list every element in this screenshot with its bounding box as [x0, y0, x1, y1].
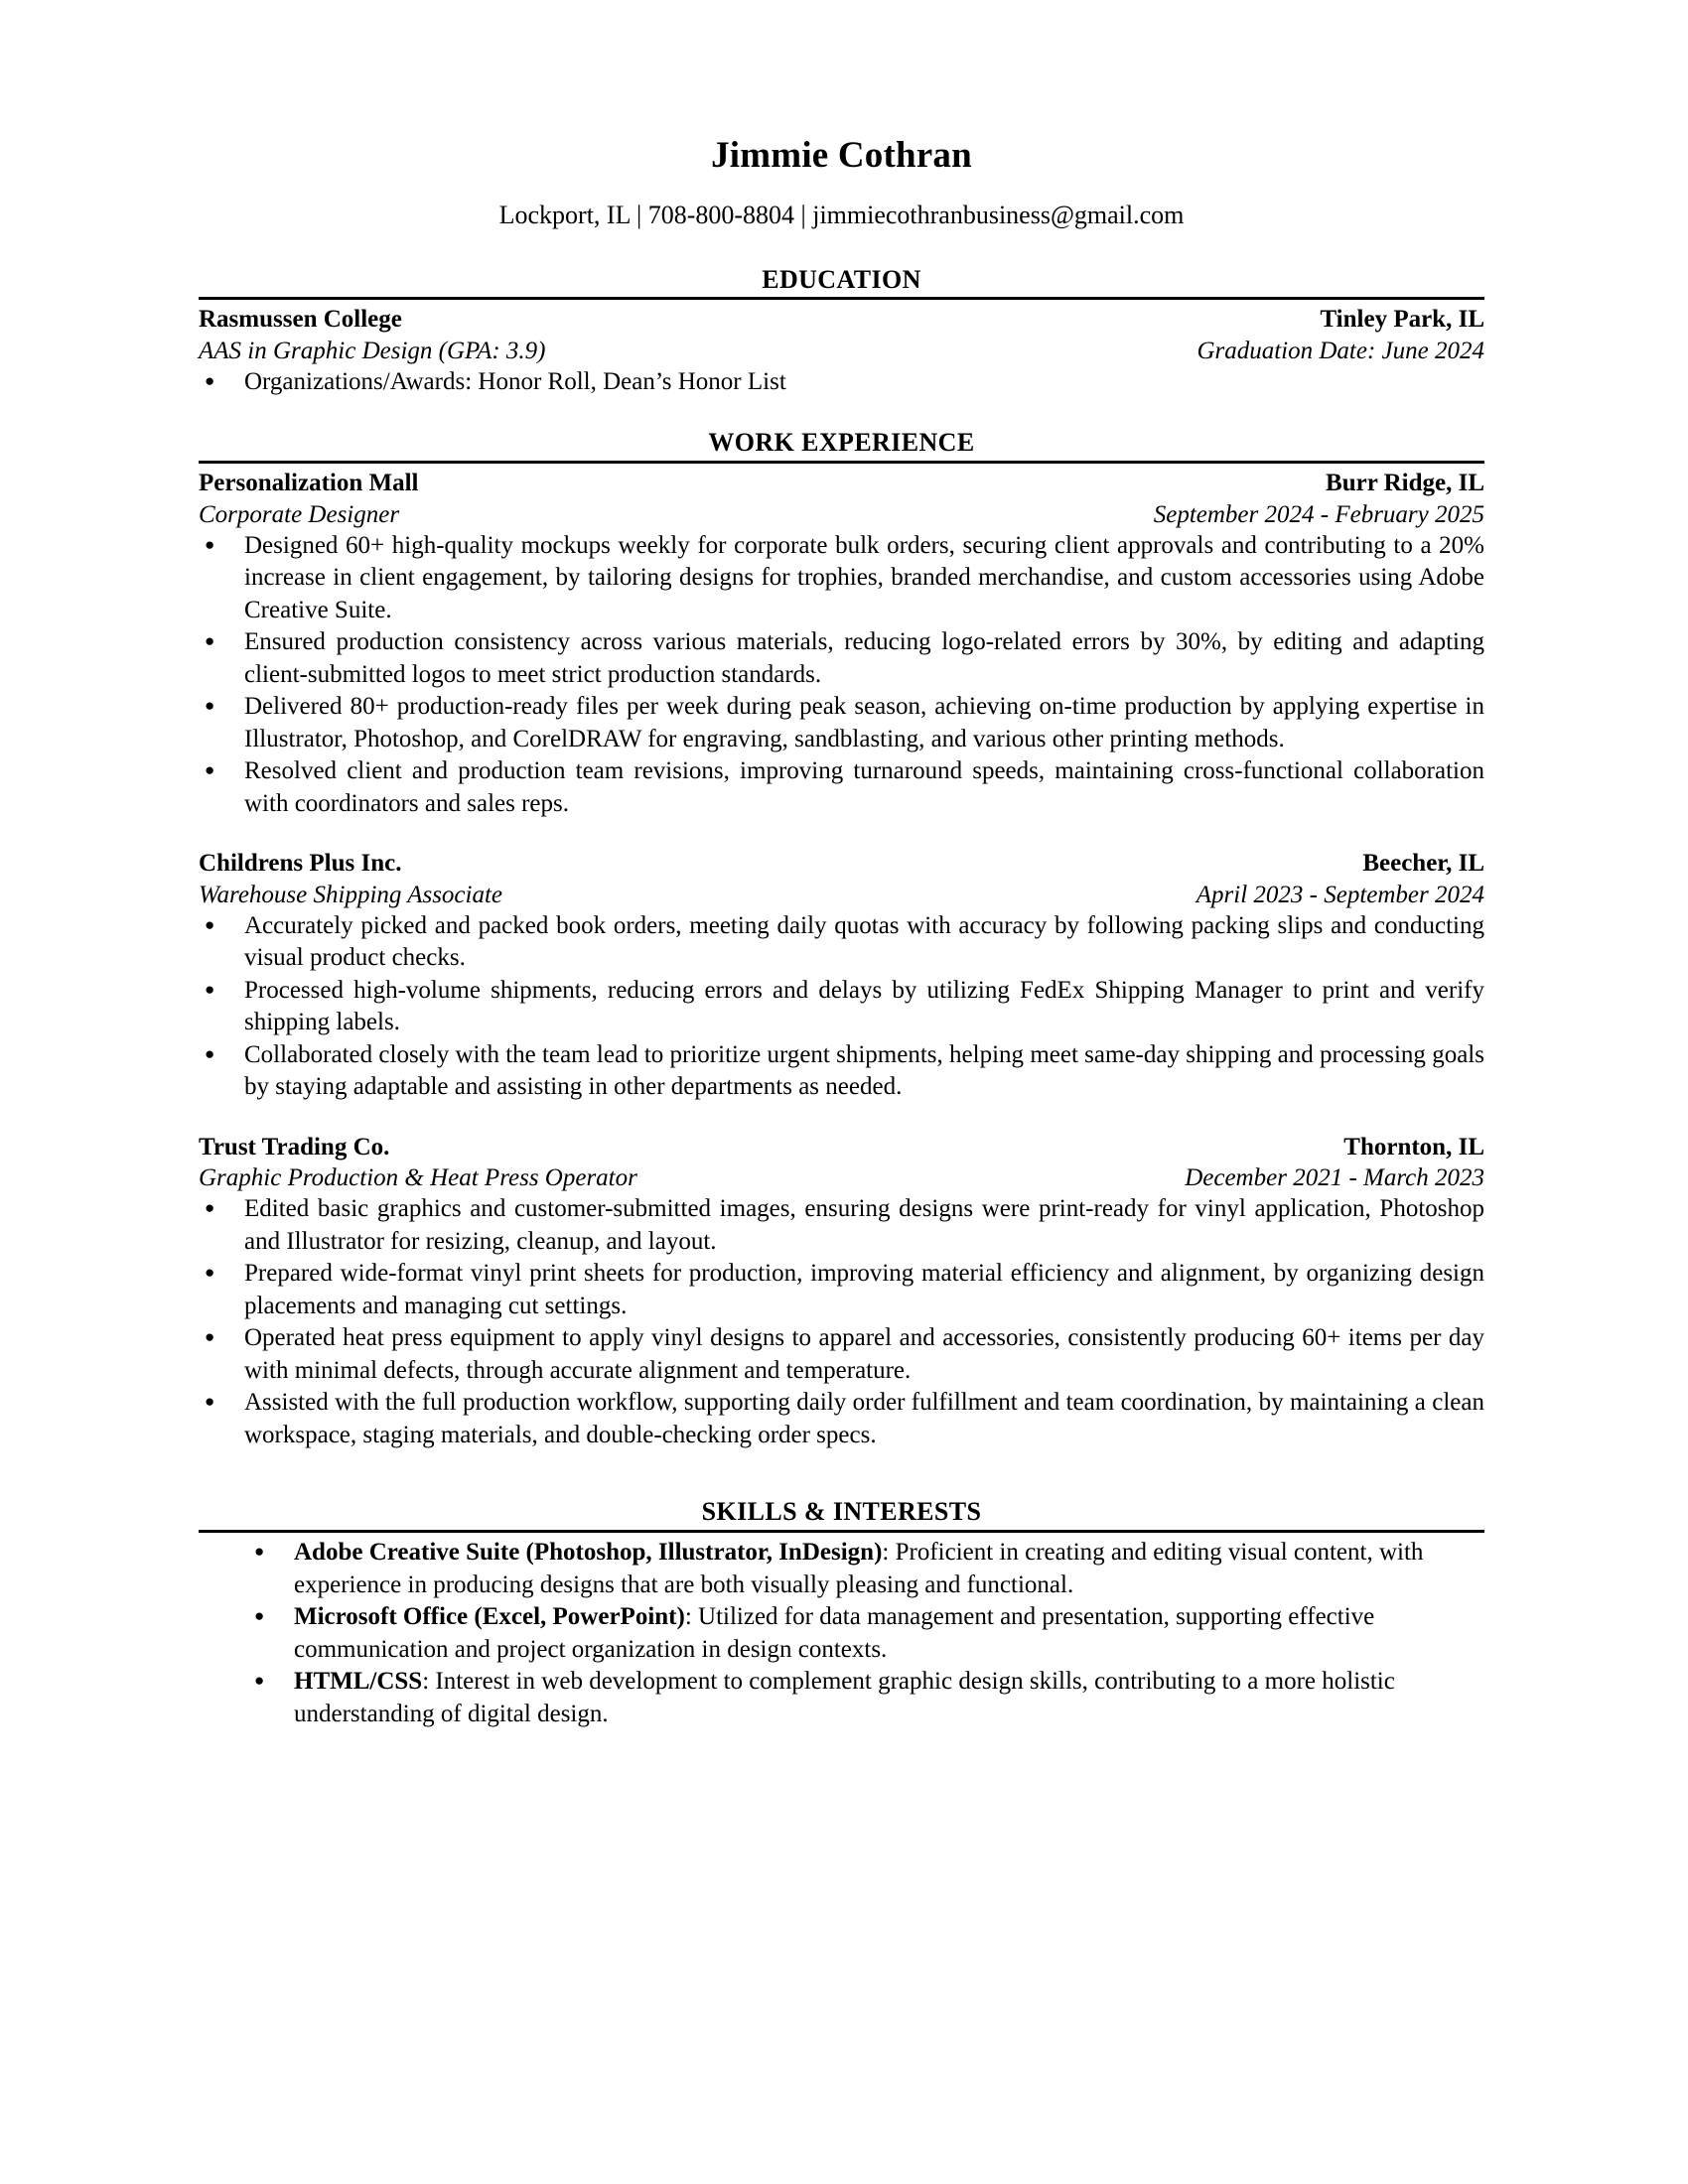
work-section-title: WORK EXPERIENCE	[708, 428, 975, 458]
skill-label: Adobe Creative Suite (Photoshop, Illustrator, InDesign)	[294, 1539, 883, 1567]
skill-label: Microsoft Office (Excel, PowerPoint)	[294, 1603, 685, 1631]
skill-description: : Proficient in creating and editing visual content, with experience in producing designs that are both visually pleasing and functional.	[294, 1539, 1424, 1598]
work-title-row	[199, 1162, 1484, 1193]
list-item: ● Accurately picked and packed book orders, meeting daily quotas with accuracy by following packing slips and conducting visual product checks.	[199, 910, 1484, 975]
work-entry	[199, 468, 1484, 820]
work-location: Beecher, IL	[1362, 850, 1484, 878]
work-job-title: Warehouse Shipping Associate	[199, 881, 503, 908]
work-company: Childrens Plus Inc.	[199, 850, 402, 878]
list-item	[248, 1601, 1484, 1666]
section-divider	[199, 461, 1484, 464]
list-item	[248, 1666, 1484, 1730]
list-item: ● Designed 60+ high-quality mockups weekly for corporate bulk orders, securing client approvals and contributing to a 20% increase in client engagement, by tailoring designs for trophies, branded merchandise, and custom accessories using Adobe Creative Suite.	[199, 530, 1484, 627]
work-company: Trust Trading Co.	[199, 1133, 390, 1160]
work-company-row	[199, 468, 1484, 498]
education-school-row	[199, 304, 1484, 335]
education-section	[199, 265, 1484, 399]
section-divider	[199, 297, 1484, 300]
list-item: ● Prepared wide-format vinyl print sheets for production, improving material efficiency and alignment, by organizing design placements and managing cut settings.	[199, 1258, 1484, 1322]
work-dates: April 2023 - September 2024	[1196, 881, 1484, 908]
work-bullet-list	[199, 1193, 1484, 1451]
work-bullet-list	[199, 910, 1484, 1104]
list-item: ● Processed high-volume shipments, reducing errors and delays by utilizing FedEx Shipping Manager to print and verify shipping labels.	[199, 975, 1484, 1039]
list-item: ● Ensured production consistency across various materials, reducing logo-related errors by 30%, by editing and adapting client-submitted logos to meet strict production standards.	[199, 626, 1484, 691]
work-entry	[199, 1132, 1484, 1452]
skill-description: : Utilized for data management and presentation, supporting effective communication and project organization in design contexts.	[294, 1603, 1375, 1663]
list-item: ● Delivered 80+ production-ready files per week during peak season, achieving on-time production by applying expertise in Illustrator, Photoshop, and CorelDRAW for engraving, sandblasting, and various other printing methods.	[199, 691, 1484, 755]
list-item: ● Collaborated closely with the team lead to prioritize urgent shipments, helping meet same-day shipping and processing goals by staying adaptable and assisting in other departments as needed.	[199, 1039, 1484, 1104]
work-location: Burr Ridge, IL	[1326, 470, 1484, 497]
skills-section	[199, 1497, 1484, 1730]
education-section-title: EDUCATION	[762, 264, 921, 294]
contact-line: Lockport, IL | 708-800-8804 | jimmiecothranbusiness@gmail.com	[498, 201, 1185, 230]
skills-section-title: SKILLS & INTERESTS	[701, 1497, 982, 1527]
list-item: ● Assisted with the full production workflow, supporting daily order fulfillment and team coordination, by maintaining a clean workspace, staging materials, and double-checking order specs.	[199, 1387, 1484, 1451]
list-item: ● Organizations/Awards: Honor Roll, Dean’s Honor List	[199, 366, 1484, 399]
list-item: ● Operated heat press equipment to apply vinyl designs to apparel and accessories, consistently producing 60+ items per day with minimal defects, through accurate alignment and temperature.	[199, 1322, 1484, 1387]
spacer	[199, 1451, 1484, 1497]
work-experience-section	[199, 428, 1484, 1451]
work-entry	[199, 848, 1484, 1104]
work-company: Personalization Mall	[199, 470, 419, 497]
list-item: ● Edited basic graphics and customer-submitted images, ensuring designs were print-ready for vinyl application, Photoshop and Illustrator for resizing, cleanup, and layout.	[199, 1193, 1484, 1258]
work-bullet-list	[199, 530, 1484, 821]
education-graduation-date: Graduation Date: June 2024	[1196, 337, 1484, 364]
work-title-row	[199, 499, 1484, 530]
work-job-title: Corporate Designer	[199, 500, 400, 528]
skill-description: : Interest in web development to complement graphic design skills, contributing to a more holistic understanding of digital design.	[294, 1668, 1395, 1727]
list-item: ● Resolved client and production team revisions, improving turnaround speeds, maintaining cross-functional collaboration with coordinators and sales reps.	[199, 755, 1484, 820]
education-entry	[199, 304, 1484, 398]
skills-list	[199, 1537, 1484, 1730]
work-location: Thornton, IL	[1343, 1133, 1484, 1160]
skill-label: HTML/CSS	[294, 1668, 423, 1696]
education-location: Tinley Park, IL	[1320, 306, 1484, 334]
section-divider	[199, 1530, 1484, 1533]
education-degree: AAS in Graphic Design (GPA: 3.9)	[199, 337, 546, 364]
work-company-row	[199, 1132, 1484, 1162]
education-bullet-list	[199, 366, 1484, 399]
list-item	[248, 1537, 1484, 1601]
work-dates: December 2021 - March 2023	[1185, 1164, 1484, 1192]
work-dates: September 2024 - February 2025	[1153, 500, 1484, 528]
work-company-row	[199, 848, 1484, 879]
education-school: Rasmussen College	[199, 306, 402, 334]
spacer	[199, 398, 1484, 428]
candidate-name: Jimmie Cothran	[711, 135, 972, 176]
work-title-row	[199, 880, 1484, 910]
work-job-title: Graphic Production & Heat Press Operator	[199, 1164, 637, 1192]
education-degree-row	[199, 336, 1484, 366]
